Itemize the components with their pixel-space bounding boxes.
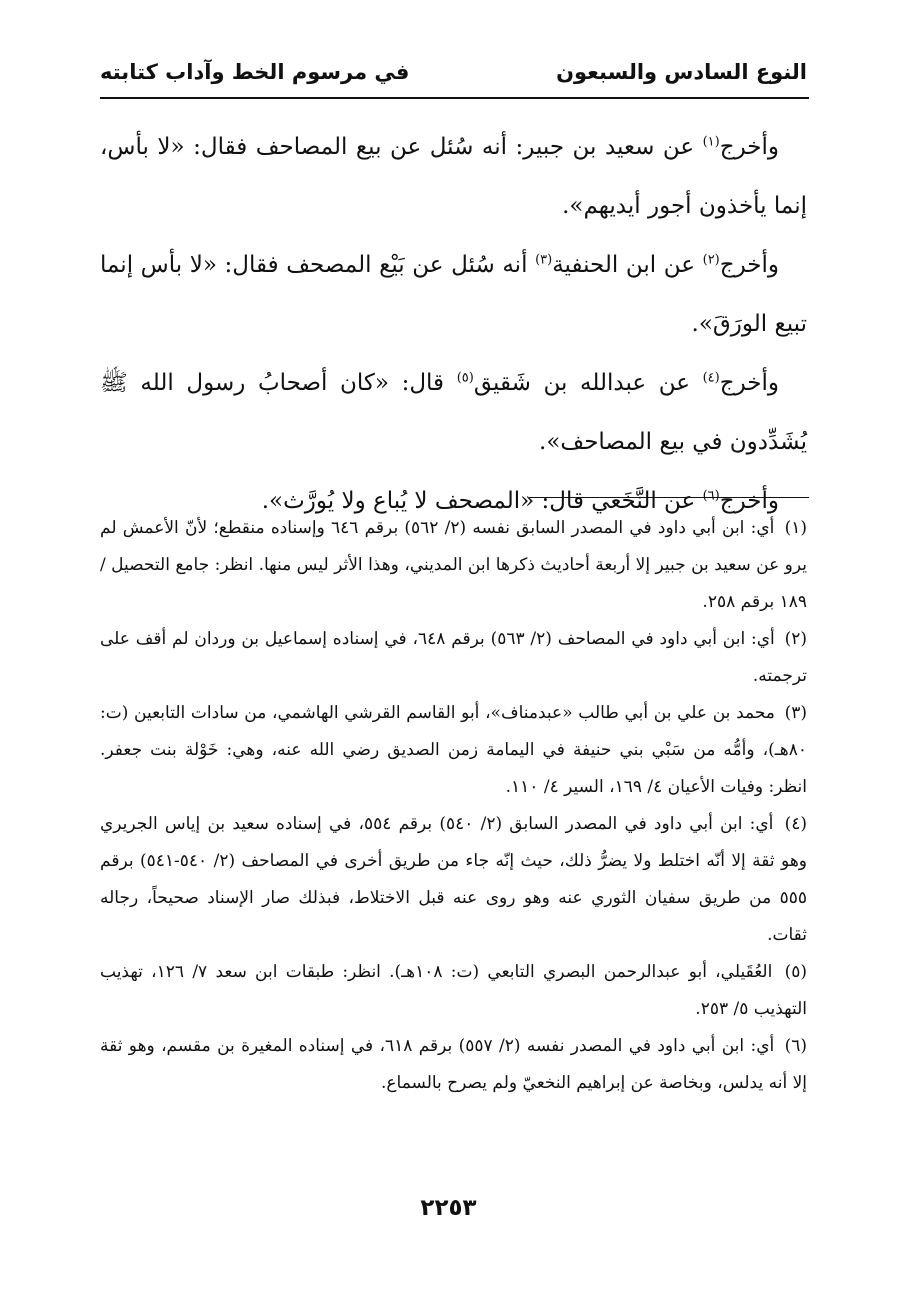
paragraph-text: قال: «كان أصحابُ رسول الله ﷺ يُشَدِّدون في بيع المصاحف». (100, 370, 807, 455)
footnote-text: محمد بن علي بن أبي طالب «عبدمناف»، أبو القاسم القرشي الهاشمي، من سادات التابعين (ت: ٨٠هـ)، وأمُّه من سَبْي بني حنيفة في اليمامة زمن الصديق رضي الله عنه، وهي: خَوْلة بنت جعفر. انظر: وفيات الأعيان ٤/ ١٦٩، السير ٤/ ١١٠. (100, 703, 807, 797)
section-title: في مرسوم الخط وآداب كتابته (100, 60, 410, 84)
paragraph-text: أنه سُئل عن بَيْع المصحف فقال: «لا بأس إنما تبيع الورَقَ». (100, 252, 807, 337)
main-paragraph-3 (100, 354, 807, 472)
footnote-ref-2: (٢) (702, 252, 720, 268)
footnote-ref-3: (٣) (535, 252, 553, 268)
footnote-ref-4: (٤) (702, 370, 720, 386)
paragraph-text: عن ابن الحنفية (552, 252, 703, 278)
paragraph-text: عن النَّخَعي قال: «المصحف لا يُباع ولا يُورَّث». (261, 488, 703, 514)
footnote-number: (٤) (784, 814, 808, 834)
footnote-text: أي: ابن أبي داود في المصدر السابق (٢/ ٥٤٠) برقم ٥٥٤، في إسناده سعيد بن إياس الجريري وهو ثقة إلا أنّه اختلط ولا يضرُّ ذلك، حيث إنّه جاء من طريق أخرى في المصاحف (٢/ ٥٤٠-٥٤١) برقم ٥٥٥ من طريق سفيان الثوري عنه وهو روى عنه قبل الاختلاط، فبذلك صار الإسناد صحيحاً، رجاله ثقات. (100, 814, 808, 945)
paragraph-lead: وأخرج (719, 134, 779, 160)
paragraph-lead: وأخرج (719, 252, 780, 278)
main-paragraph-1 (100, 118, 807, 236)
main-text (100, 118, 807, 531)
paragraph-text: عن عبدالله بن شَقيق (473, 370, 703, 396)
footnote-number: (١) (784, 518, 808, 538)
footnote-6 (100, 1028, 807, 1102)
paragraph-lead: وأخرج (719, 370, 779, 396)
footnote-ref-5: (٥) (456, 370, 474, 386)
chapter-title: النوع السادس والسبعون (556, 60, 807, 84)
footnote-3 (100, 695, 807, 806)
footnote-text: أي: ابن أبي داود في المصدر السابق نفسه (٢/ ٥٦٢) برقم ٦٤٦ وإسناده منقطع؛ لأنّ الأعمش لم يرو عن سعيد بن جبير إلا أربعة أحاديث ذكرها ابن المديني، وهذا الأثر ليس منها. انظر: جامع التحصيل /١٨٩ برقم ٢٥٨. (100, 518, 807, 612)
footnote-number: (٥) (784, 962, 807, 982)
footnotes-section (100, 510, 807, 1102)
footnote-ref-6: (٦) (702, 488, 720, 504)
footnote-ref-1: (١) (702, 134, 720, 150)
running-header (100, 52, 807, 92)
footnote-4 (100, 806, 807, 954)
footnote-number: (٢) (784, 629, 807, 649)
page-number: ٢٢٥٣ (420, 1195, 477, 1221)
footnote-text: العُقَيلي، أبو عبدالرحمن البصري التابعي (ت: ١٠٨هـ). انظر: طبقات ابن سعد ٧/ ١٢٦، تهذيب التهذيب ٥/ ٢٥٣. (100, 962, 807, 1019)
footnote-number: (٦) (784, 1036, 807, 1056)
footnote-text: أي: ابن أبي داود في المصدر نفسه (٢/ ٥٥٧) برقم ٦١٨، في إسناده المغيرة بن مقسم، وهو ثقة إلا أنه يدلس، وبخاصة عن إبراهيم النخعيّ ولم يصرح بالسماع. (100, 1036, 807, 1093)
header-divider (100, 97, 809, 99)
footnote-text: أي: ابن أبي داود في المصاحف (٢/ ٥٦٣) برقم ٦٤٨، في إسناده إسماعيل بن وردان لم أقف على ترجمته. (100, 629, 807, 686)
paragraph-lead: وأخرج (719, 488, 779, 514)
main-paragraph-2 (100, 236, 807, 354)
footnote-number: (٣) (784, 703, 807, 723)
footnote-5 (100, 954, 807, 1028)
footnote-1 (100, 510, 807, 621)
footnote-divider (529, 497, 809, 498)
footnote-2 (100, 621, 807, 695)
paragraph-text: عن سعيد بن جبير: أنه سُئل عن بيع المصاحف فقال: «لا بأس، إنما يأخذون أجور أيديهم». (100, 134, 807, 219)
